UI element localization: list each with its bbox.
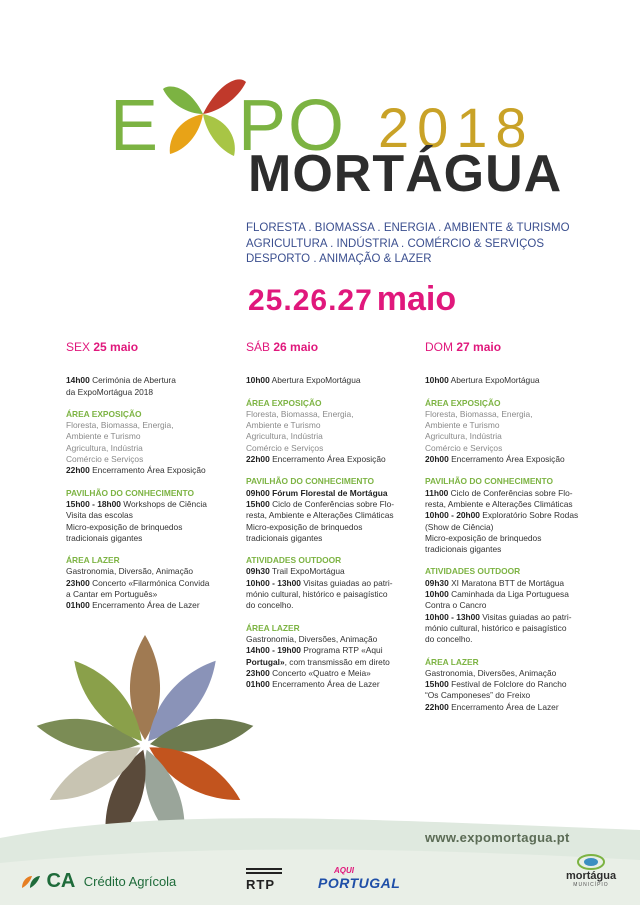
program-text: Gastronomia, Diversões, Animação	[246, 633, 378, 644]
program-time: 10h00 - 20h00	[425, 510, 480, 521]
program-line	[246, 409, 431, 420]
program-line	[246, 431, 431, 442]
program-line	[425, 431, 610, 442]
logo-leaf-mark	[158, 64, 248, 164]
program-line	[66, 522, 251, 533]
program-section	[425, 657, 610, 713]
program-text: Abertura ExpoMortágua	[448, 375, 540, 386]
logo-letters-po: PO	[238, 86, 347, 166]
program-text: Agricultura, Indústria	[425, 431, 502, 442]
program-line	[425, 499, 610, 510]
program-text: Cerimónia de Abertura	[89, 375, 176, 386]
program-time: 15h00	[246, 498, 270, 509]
program-section	[425, 398, 610, 466]
program-text: Encerramento Área de Lazer	[89, 600, 200, 611]
program-time: 15h00	[425, 679, 449, 690]
program-text: do concelho.	[425, 634, 473, 645]
section-title: ÁREA LAZER	[66, 555, 120, 566]
section-title: PAVILHÃO DO CONHECIMENTO	[66, 487, 194, 498]
program-line	[66, 600, 251, 611]
municipality-emblem-icon	[576, 854, 606, 870]
section-title: ÁREA LAZER	[425, 656, 479, 667]
program-time: 23h00	[246, 667, 270, 678]
section-title: PAVILHÃO DO CONHECIMENTO	[246, 476, 374, 487]
theme-line: DESPORTO . ANIMAÇÃO & LAZER	[246, 253, 432, 265]
program-section	[425, 566, 610, 645]
program-time: 15h00 - 18h00	[66, 498, 121, 509]
program-line	[66, 420, 251, 431]
program-text: resta, Ambiente e Alterações Climáticas	[425, 498, 573, 509]
program-line	[66, 589, 251, 600]
program-time: 09h30	[246, 566, 270, 577]
program-line	[425, 690, 610, 701]
program-line	[246, 645, 431, 656]
program-line	[66, 431, 251, 442]
program-text: da ExpoMortágua 2018	[66, 386, 154, 397]
program-text: Micro-exposição de brinquedos	[425, 532, 542, 543]
portugal-text: PORTUGAL	[318, 875, 401, 891]
day-column-sunday	[425, 342, 610, 724]
day-date: 25 maio	[93, 340, 139, 354]
program-time: 10h00	[246, 375, 270, 386]
themes-block	[246, 221, 570, 268]
program-text: Micro-exposição de brinquedos	[66, 521, 183, 532]
program-line	[246, 533, 431, 544]
logo-year: 2018	[378, 96, 535, 159]
program-line	[246, 679, 431, 690]
program-text: Encerramento Área Exposição	[89, 465, 206, 476]
program-line	[246, 578, 431, 589]
program-line	[425, 488, 610, 499]
program-text: Agricultura, Indústria	[246, 431, 323, 442]
program-line	[425, 544, 610, 555]
program-time: 20h00	[425, 454, 449, 465]
program-line	[425, 668, 610, 679]
program-text: Concerto «Quatro e Meia»	[269, 667, 371, 678]
sponsor-credito-agricola-logo	[20, 870, 176, 893]
program-time: 10h00 - 13h00	[246, 577, 301, 588]
program-text: do concelho.	[246, 600, 294, 611]
logo-letter-e: E	[110, 86, 161, 166]
program-text: Visitas guiadas ao patri-	[300, 577, 393, 588]
program-line	[66, 387, 251, 398]
program-time: 01h00	[246, 679, 270, 690]
program-text: “Os Camponeses” do Freixo	[425, 690, 531, 701]
program-text: Gastronomia, Diversão, Animação	[66, 566, 194, 577]
program-line	[246, 375, 431, 386]
program-line	[425, 623, 610, 634]
program-text: Ambiente e Turismo	[425, 420, 500, 431]
program-line	[425, 589, 610, 600]
program-time: 09h30	[425, 577, 449, 588]
day-abbr: SEX	[66, 340, 91, 354]
section-title: ATIVIDADES OUTDOOR	[246, 555, 342, 566]
program-section	[66, 555, 251, 611]
program-text: Floresta, Biomassa, Energia,	[425, 408, 533, 419]
program-text: Gastronomia, Diversões, Animação	[425, 667, 557, 678]
program-line	[246, 499, 431, 510]
program-text: Abertura ExpoMortágua	[269, 375, 361, 386]
day-abbr: DOM	[425, 340, 453, 354]
program-text: Contra o Cancro	[425, 600, 487, 611]
program-line	[246, 589, 431, 600]
program-text: mónio cultural, histórico e paisagístico	[425, 622, 567, 633]
municipality-logo	[551, 854, 631, 888]
aqui-text: AQUI	[334, 866, 354, 875]
sponsor-aqui-portugal-logo	[318, 866, 400, 891]
program-line	[425, 702, 610, 713]
program-line	[246, 488, 431, 499]
rtp-mark-icon	[246, 866, 282, 876]
program-text: , com transmissão em direto	[284, 656, 390, 667]
ca-name-text: Crédito Agrícola	[83, 874, 177, 889]
event-dates	[248, 282, 456, 316]
program-section	[66, 409, 251, 477]
section-title: ATIVIDADES OUTDOOR	[425, 566, 521, 577]
program-line	[66, 465, 251, 476]
program-text: tradicionais gigantes	[246, 532, 323, 543]
program-section	[66, 488, 251, 544]
program-line	[425, 600, 610, 611]
program-line	[246, 566, 431, 577]
program-time: 10h00	[425, 589, 449, 600]
rtp-text: RTP	[246, 877, 275, 892]
section-title: ÁREA EXPOSIÇÃO	[246, 397, 322, 408]
program-section	[425, 476, 610, 555]
program-text: Ciclo de Conferências sobre Flo-	[269, 498, 395, 509]
program-line	[425, 612, 610, 623]
program-text: Agricultura, Indústria	[66, 442, 143, 453]
program-section	[246, 555, 431, 611]
program-text: Ciclo de Conferências sobre Flo-	[448, 487, 573, 498]
program-time: 22h00	[66, 465, 90, 476]
program-line	[66, 499, 251, 510]
sponsor-rtp-logo	[246, 866, 282, 894]
program-text: Visitas guiadas ao patri-	[479, 611, 572, 622]
program-line	[425, 533, 610, 544]
program-line	[246, 454, 431, 465]
program-section	[246, 623, 431, 691]
program-text: resta, Ambiente e Alterações Climáticas	[246, 510, 394, 521]
program-text: Ambiente e Turismo	[246, 420, 321, 431]
day-abbr: SÁB	[246, 340, 271, 354]
program-line	[425, 420, 610, 431]
theme-line: AGRICULTURA . INDÚSTRIA . COMÉRCIO & SERVIÇOS	[246, 237, 544, 250]
program-time: 10h00	[425, 375, 449, 386]
day-column-saturday	[246, 342, 431, 701]
program-text: Floresta, Biomassa, Energia,	[66, 420, 174, 431]
program-text: Comércio e Serviços	[66, 454, 144, 465]
program-text: tradicionais gigantes	[66, 532, 143, 543]
program-time: 23h00	[66, 577, 90, 588]
website-url[interactable]: www.expomortagua.pt	[425, 830, 570, 845]
program-text: mónio cultural, histórico e paisagístico	[246, 589, 388, 600]
program-text: Comércio e Serviços	[425, 442, 503, 453]
day-heading	[425, 342, 610, 353]
program-time: 10h00 - 13h00	[425, 611, 480, 622]
program-text: Ambiente e Turismo	[66, 431, 141, 442]
program-line	[66, 375, 251, 386]
program-text: Exploratório Sobre Rodas	[479, 510, 579, 521]
section-title: ÁREA LAZER	[246, 622, 300, 633]
program-text: Trail ExpoMortágua	[269, 566, 345, 577]
program-time: 01h00	[66, 600, 90, 611]
event-month: maio	[376, 280, 457, 318]
program-time: 14h00	[66, 375, 90, 386]
day-heading	[246, 342, 431, 353]
program-line	[66, 566, 251, 577]
ca-leaf-icon	[20, 874, 42, 890]
program-time: 22h00	[246, 454, 270, 465]
program-line	[246, 443, 431, 454]
program-text: Concerto «Filarmónica Convida	[89, 577, 210, 588]
day-column-friday	[66, 342, 251, 623]
municipality-sub: MUNICÍPIO	[573, 882, 609, 888]
program-time: 09h00 Fórum Florestal de Mortágua	[246, 487, 388, 498]
program-line	[66, 578, 251, 589]
program-line	[66, 443, 251, 454]
program-text: Visita das escolas	[66, 510, 133, 521]
program-text: Encerramento Área de Lazer	[269, 679, 380, 690]
program-line	[66, 510, 251, 521]
municipality-name: mortágua	[565, 870, 617, 882]
program-line	[425, 409, 610, 420]
program-time: 11h00	[425, 487, 449, 498]
program-text: Festival de Folclore do Rancho	[448, 679, 567, 690]
day-date: 27 maio	[456, 340, 502, 354]
program-line	[246, 420, 431, 431]
program-line	[425, 578, 610, 589]
section-title: ÁREA EXPOSIÇÃO	[425, 397, 501, 408]
program-line	[246, 657, 431, 668]
program-text: Caminhada da Liga Portuguesa	[448, 589, 569, 600]
program-text: Encerramento Área Exposição	[269, 454, 386, 465]
theme-line: FLORESTA . BIOMASSA . ENERGIA . AMBIENTE & TURISMO	[246, 222, 570, 234]
program-line	[66, 533, 251, 544]
program-line	[246, 510, 431, 521]
ca-short-text: CA	[46, 870, 76, 892]
program-time: Portugal»	[246, 656, 285, 667]
day-heading	[66, 342, 251, 353]
program-section	[246, 398, 431, 466]
program-line	[425, 375, 610, 386]
program-line	[425, 634, 610, 645]
program-text: Encerramento Área de Lazer	[448, 701, 559, 712]
program-line	[425, 679, 610, 690]
program-time: 22h00	[425, 701, 449, 712]
program-text: a Cantar em Português»	[66, 589, 158, 600]
program-line	[66, 454, 251, 465]
program-time: 14h00 - 19h00	[246, 645, 301, 656]
event-days: 25.26.27	[248, 284, 373, 317]
program-text: Workshops de Ciência	[120, 498, 207, 509]
program-text: (Show de Ciência)	[425, 521, 494, 532]
logo-city: MORTÁGUA	[248, 145, 563, 203]
program-line	[246, 522, 431, 533]
program-text: Encerramento Área Exposição	[448, 454, 565, 465]
program-text: XI Maratona BTT de Mortágua	[448, 577, 565, 588]
program-text: tradicionais gigantes	[425, 544, 502, 555]
program-text: Micro-exposição de brinquedos	[246, 521, 363, 532]
program-line	[425, 522, 610, 533]
program-line	[246, 634, 431, 645]
section-title: PAVILHÃO DO CONHECIMENTO	[425, 476, 553, 487]
program-line	[425, 510, 610, 521]
program-text: Comércio e Serviços	[246, 442, 324, 453]
program-section	[246, 375, 431, 386]
program-text: Programa RTP «Aqui	[300, 645, 383, 656]
program-section	[66, 375, 251, 398]
program-line	[246, 600, 431, 611]
program-line	[246, 668, 431, 679]
program-line	[425, 443, 610, 454]
program-section	[246, 476, 431, 544]
day-date: 26 maio	[273, 340, 319, 354]
program-line	[425, 454, 610, 465]
section-title: ÁREA EXPOSIÇÃO	[66, 408, 142, 419]
program-text: Floresta, Biomassa, Energia,	[246, 408, 354, 419]
program-section	[425, 375, 610, 386]
